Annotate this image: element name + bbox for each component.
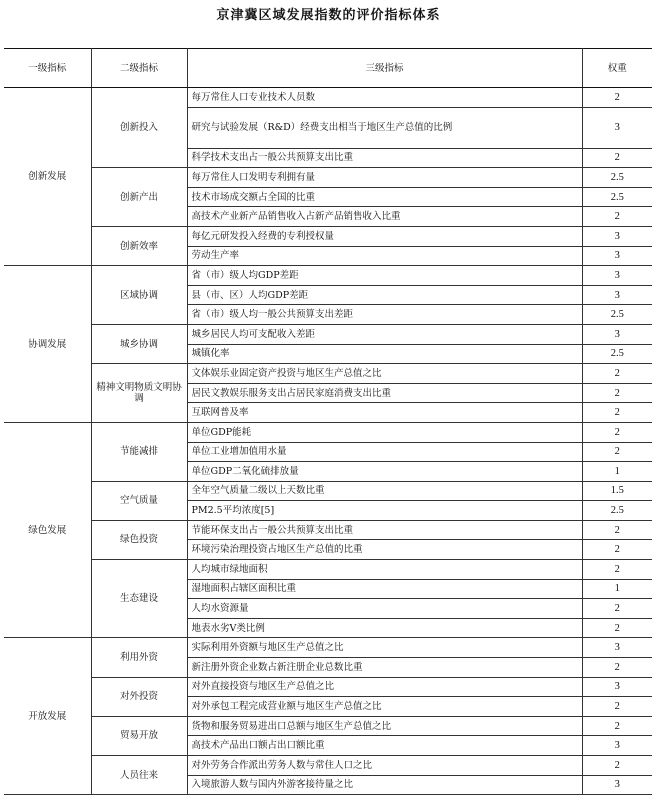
weight-value: 2: [582, 148, 652, 168]
weight-value: 2: [582, 756, 652, 776]
level2-indicator: 创新产出: [91, 168, 187, 227]
level3-indicator: 湿地面积占辖区面积比重: [187, 579, 582, 599]
level1-indicator: 绿色发展: [4, 422, 91, 638]
level3-indicator: 高技术产品出口额占出口额比重: [187, 736, 582, 756]
level3-indicator: 居民文教娱乐服务支出占居民家庭消费支出比重: [187, 383, 582, 403]
weight-value: 2: [582, 697, 652, 717]
weight-value: 2.5: [582, 305, 652, 325]
table-row: [4, 520, 652, 540]
table-row: [4, 422, 652, 442]
weight-value: 2: [582, 560, 652, 580]
level3-indicator: 省（市）级人均一般公共预算支出差距: [187, 305, 582, 325]
level1-indicator: 协调发展: [4, 266, 91, 423]
level2-indicator: 利用外资: [91, 638, 187, 677]
weight-value: 2: [582, 618, 652, 638]
level2-indicator: 创新效率: [91, 226, 187, 265]
level3-indicator: 实际利用外资额与地区生产总值之比: [187, 638, 582, 658]
level3-indicator: PM2.5平均浓度[5]: [187, 501, 582, 521]
weight-value: 2: [582, 383, 652, 403]
level3-indicator: 新注册外资企业数占新注册企业总数比重: [187, 658, 582, 678]
document-title: 京津冀区域发展指数的评价指标体系: [216, 8, 441, 23]
level3-indicator: 环境污染治理投资占地区生产总值的比重: [187, 540, 582, 560]
weight-value: 2: [582, 716, 652, 736]
level3-indicator: 地表水劣Ⅴ类比例: [187, 618, 582, 638]
level3-indicator: 技术市场成交额占全国的比重: [187, 187, 582, 207]
level3-indicator: 对外劳务合作派出劳务人数与常住人口之比: [187, 756, 582, 776]
table-row: [4, 88, 652, 108]
weight-value: 2: [582, 88, 652, 108]
level2-indicator: 创新投入: [91, 88, 187, 168]
level3-indicator: 每万常住人口发明专利拥有量: [187, 168, 582, 188]
level3-indicator: 劳动生产率: [187, 246, 582, 266]
table-row: [4, 481, 652, 501]
level3-indicator: 文体娱乐业固定资产投资与地区生产总值之比: [187, 364, 582, 384]
table-row: [4, 560, 652, 580]
level3-indicator: 单位工业增加值用水量: [187, 442, 582, 462]
weight-value: 3: [582, 246, 652, 266]
table-row: [4, 677, 652, 697]
header-level1: 一级指标: [4, 49, 91, 88]
level3-indicator: 节能环保支出占一般公共预算支出比重: [187, 520, 582, 540]
level3-indicator: 互联网普及率: [187, 403, 582, 423]
weight-value: 2: [582, 442, 652, 462]
level3-indicator: 入境旅游人数与国内外游客接待量之比: [187, 775, 582, 795]
weight-value: 3: [582, 285, 652, 305]
level1-indicator: 开放发展: [4, 638, 91, 795]
table-row: [4, 364, 652, 384]
level3-indicator: 省（市）级人均GDP差距: [187, 266, 582, 286]
level2-indicator: 区域协调: [91, 266, 187, 325]
weight-value: 3: [582, 638, 652, 658]
table-row: [4, 324, 652, 344]
weight-value: 2: [582, 520, 652, 540]
level1-indicator: 创新发展: [4, 88, 91, 266]
weight-value: 3: [582, 107, 652, 148]
table-body: [4, 88, 652, 795]
table-row: [4, 226, 652, 246]
weight-value: 3: [582, 266, 652, 286]
level3-indicator: 人均城市绿地面积: [187, 560, 582, 580]
table-header: [4, 49, 652, 88]
weight-value: 1.5: [582, 481, 652, 501]
header-level2: 二级指标: [91, 49, 187, 88]
level2-indicator: 人员往来: [91, 756, 187, 795]
level3-indicator: 每万常住人口专业技术人员数: [187, 88, 582, 108]
weight-value: 2: [582, 364, 652, 384]
level3-indicator: 科学技术支出占一般公共预算支出比重: [187, 148, 582, 168]
weight-value: 2.5: [582, 168, 652, 188]
table-row: [4, 756, 652, 776]
level2-indicator: 绿色投资: [91, 520, 187, 559]
table-row: [4, 168, 652, 188]
weight-value: 2: [582, 599, 652, 619]
table-row: [4, 716, 652, 736]
level2-indicator: 对外投资: [91, 677, 187, 716]
weight-value: 2.5: [582, 344, 652, 364]
level3-indicator: 高技术产业新产品销售收入占新产品销售收入比重: [187, 207, 582, 227]
weight-value: 3: [582, 324, 652, 344]
weight-value: 1: [582, 462, 652, 482]
weight-value: 2: [582, 422, 652, 442]
indicator-table: [4, 48, 652, 795]
level3-indicator: 单位GDP二氧化硫排放量: [187, 462, 582, 482]
weight-value: 3: [582, 775, 652, 795]
level2-indicator: 节能减排: [91, 422, 187, 481]
level2-indicator: 贸易开放: [91, 716, 187, 755]
level2-indicator: 空气质量: [91, 481, 187, 520]
level3-indicator: 货物和服务贸易进出口总额与地区生产总值之比: [187, 716, 582, 736]
weight-value: 2: [582, 658, 652, 678]
weight-value: 3: [582, 736, 652, 756]
weight-value: 2.5: [582, 187, 652, 207]
level3-indicator: 人均水资源量: [187, 599, 582, 619]
level2-indicator: 生态建设: [91, 560, 187, 638]
level3-indicator: 研究与试验发展（R&D）经费支出相当于地区生产总值的比例: [187, 107, 582, 148]
weight-value: 3: [582, 677, 652, 697]
header-weight: 权重: [582, 49, 652, 88]
level3-indicator: 全年空气质量二级以上天数比重: [187, 481, 582, 501]
level3-indicator: 对外承包工程完成营业额与地区生产总值之比: [187, 697, 582, 717]
level3-indicator: 单位GDP能耗: [187, 422, 582, 442]
weight-value: 2: [582, 540, 652, 560]
level3-indicator: 每亿元研发投入经费的专利授权量: [187, 226, 582, 246]
level3-indicator: 县（市、区）人均GDP差距: [187, 285, 582, 305]
level2-indicator: 城乡协调: [91, 324, 187, 363]
level3-indicator: 城镇化率: [187, 344, 582, 364]
table-row: [4, 266, 652, 286]
weight-value: 1: [582, 579, 652, 599]
level3-indicator: 对外直接投资与地区生产总值之比: [187, 677, 582, 697]
table-row: [4, 638, 652, 658]
level2-indicator: 精神文明物质文明协调: [91, 364, 187, 423]
header-level3: 三级指标: [187, 49, 582, 88]
weight-value: 2: [582, 207, 652, 227]
level3-indicator: 城乡居民人均可支配收入差距: [187, 324, 582, 344]
weight-value: 2.5: [582, 501, 652, 521]
weight-value: 2: [582, 403, 652, 423]
weight-value: 3: [582, 226, 652, 246]
